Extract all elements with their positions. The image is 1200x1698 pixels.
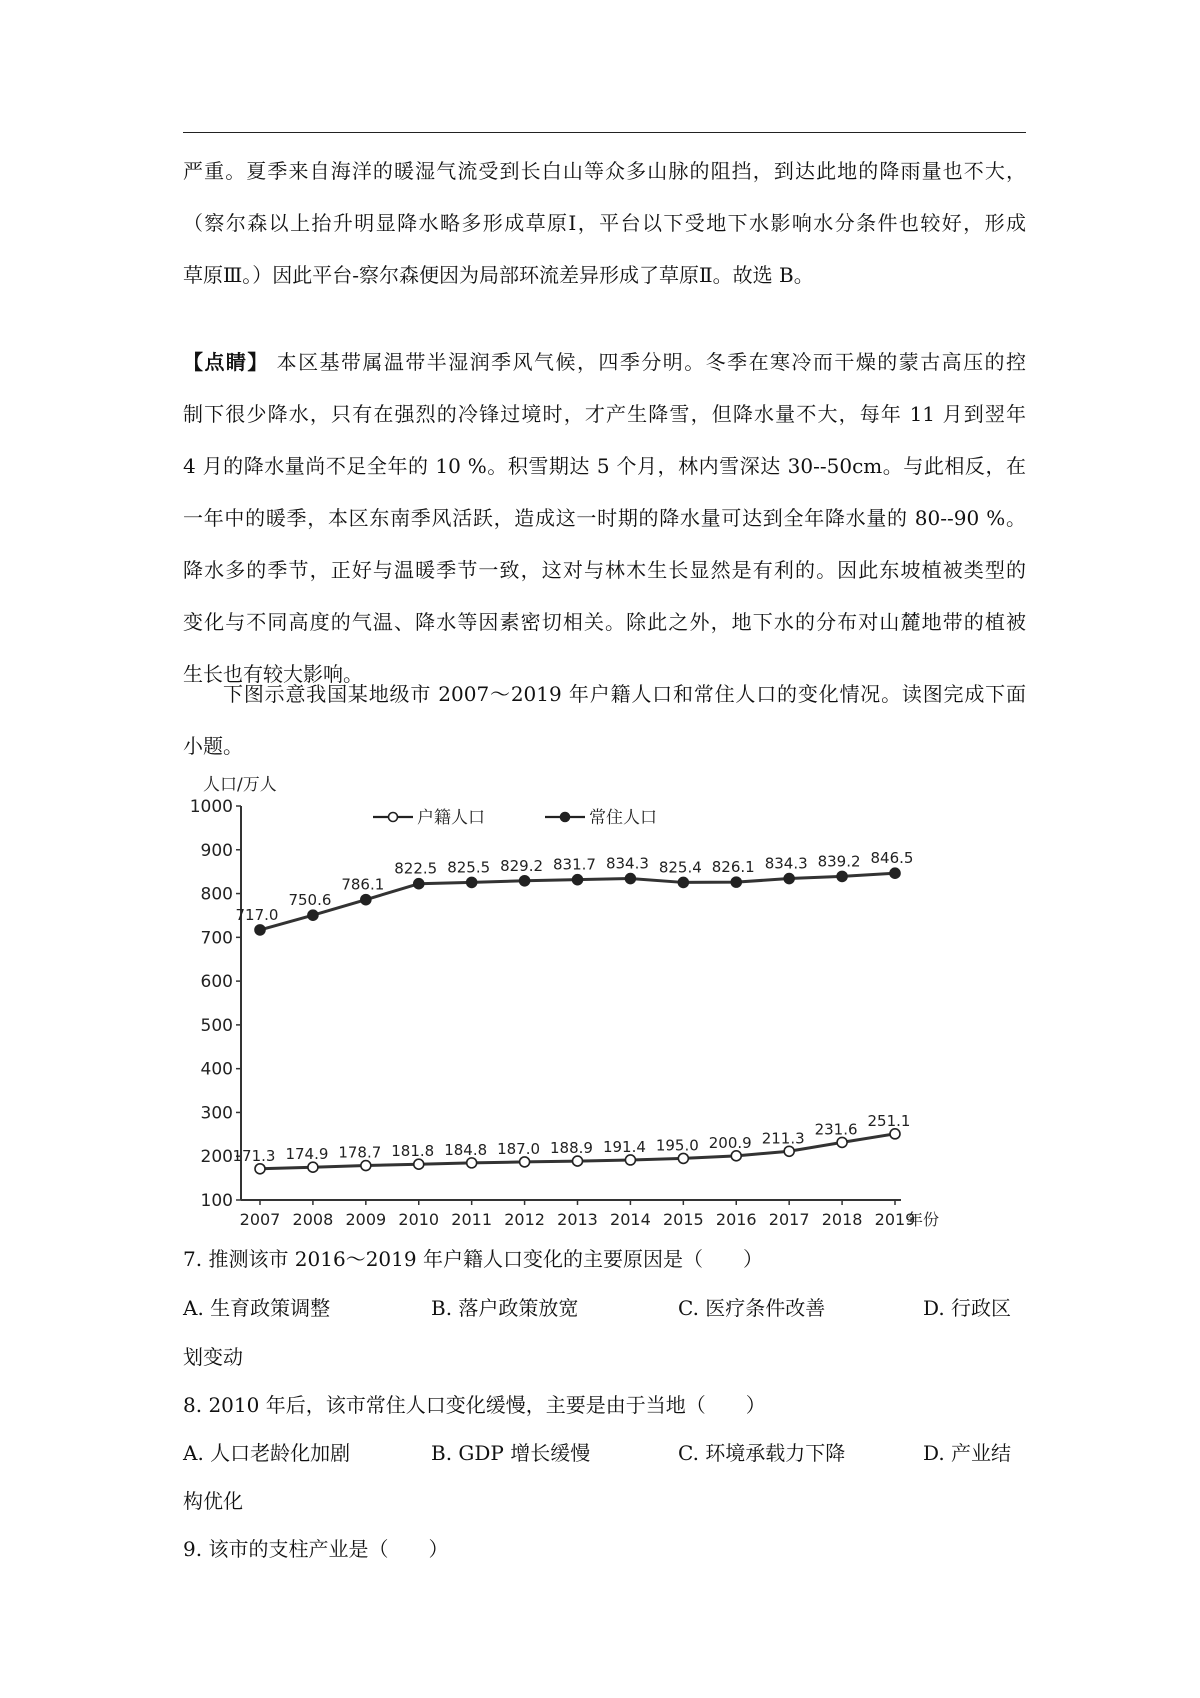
data-label: 231.6 (814, 1120, 858, 1139)
x-tick-label: 2011 (451, 1210, 493, 1229)
x-tick-label: 2014 (610, 1210, 651, 1229)
option-c: C. 医疗条件改善 (678, 1296, 826, 1320)
text-line: 下图示意我国某地级市 2007～2019 年户籍人口和常住人口的变化情况。读图完成下面 (223, 682, 1026, 706)
data-label: 786.1 (341, 875, 385, 894)
data-point-huji (837, 1137, 847, 1147)
text-line: 严重。夏季来自海洋的暖湿气流受到长白山等众多山脉的阻挡，到达此地的降雨量也不大， (183, 159, 1026, 183)
y-tick-label: 100 (200, 1191, 233, 1211)
data-point-changzhu (361, 895, 371, 905)
x-tick-label: 2012 (504, 1210, 545, 1229)
chart-intro (183, 668, 1026, 772)
x-tick-label: 2008 (292, 1210, 334, 1229)
data-label: 846.5 (870, 849, 914, 868)
data-point-changzhu (678, 877, 688, 887)
x-tick-label: 2010 (398, 1210, 440, 1229)
data-point-changzhu (414, 879, 424, 889)
data-label: 834.3 (605, 854, 649, 873)
option-a: A. 生育政策调整 (183, 1296, 331, 1320)
data-point-huji (678, 1153, 688, 1163)
question-8-options (183, 1430, 1026, 1476)
y-tick-label: 200 (200, 1147, 233, 1168)
data-label: 181.8 (391, 1142, 435, 1161)
data-label: 831.7 (553, 855, 596, 874)
text-line: 制下很少降水，只有在强烈的冷锋过境时，才产生降雪，但降水量不大，每年 11 月到翌年 (183, 402, 1026, 426)
x-tick-label: 2017 (768, 1210, 810, 1229)
data-point-huji (467, 1158, 477, 1168)
data-point-huji (573, 1156, 583, 1166)
data-point-changzhu (255, 925, 265, 935)
data-point-changzhu (308, 910, 318, 920)
option-d: D. 产业结 (923, 1441, 1012, 1465)
data-label: 195.0 (655, 1136, 699, 1155)
data-label: 211.3 (761, 1129, 805, 1148)
question-8-stem: 8. 2010 年后，该市常住人口变化缓慢，主要是由于当地（ ） (183, 1393, 766, 1417)
data-label: 839.2 (817, 852, 861, 871)
question-9-stem: 9. 该市的支柱产业是（ ） (183, 1537, 449, 1561)
x-tick-label: 2009 (345, 1210, 387, 1229)
data-point-huji (784, 1146, 794, 1156)
option-a: A. 人口老龄化加剧 (183, 1441, 351, 1465)
question-7-options (183, 1285, 1026, 1331)
question-7-wrap: 划变动 (183, 1345, 243, 1369)
pointing-tag: 【点睛】 (183, 350, 269, 374)
text-line: 变化与不同高度的气温、降水等因素密切相关。除此之外，地下水的分布对山麓地带的植被 (183, 610, 1026, 634)
data-point-changzhu (837, 871, 847, 881)
data-label: 825.4 (658, 858, 702, 877)
data-label: 825.5 (447, 858, 491, 877)
option-b: B. 落户政策放宽 (431, 1296, 579, 1320)
population-line-chart (183, 760, 963, 1230)
legend-label: 常住人口 (589, 808, 657, 828)
data-label: 750.6 (288, 891, 332, 910)
x-axis-title: 年份 (907, 1210, 940, 1229)
data-label: 200.9 (708, 1133, 752, 1152)
text-line: 草原Ⅲ。）因此平台-察尔森便因为局部环流差异形成了草原Ⅱ。故选 B。 (183, 263, 814, 287)
option-d: D. 行政区 (923, 1296, 1012, 1320)
pointing-text: 本区基带属温带半湿润季风气候，四季分明。冬季在寒冷而干燥的蒙古高压的控 (276, 350, 1027, 374)
text-line: 一年中的暖季，本区东南季风活跃，造成这一时期的降水量可达到全年降水量的 80--90 %。 (183, 506, 1026, 530)
data-label: 834.3 (764, 854, 808, 873)
y-tick-label: 1000 (189, 797, 233, 817)
data-point-huji (520, 1157, 530, 1167)
option-c: C. 环境承载力下降 (678, 1441, 846, 1465)
text-line: 降水多的季节，正好与温暖季节一致，这对与林木生长显然是有利的。因此东坡植被类型的 (183, 558, 1026, 582)
y-tick-label: 800 (200, 884, 233, 905)
data-point-huji (890, 1129, 900, 1139)
data-label: 251.1 (867, 1111, 911, 1130)
data-label: 174.9 (285, 1145, 329, 1164)
data-point-changzhu (520, 876, 530, 886)
data-point-huji (255, 1164, 265, 1174)
text-line: 小题。 (183, 734, 243, 758)
y-tick-label: 300 (200, 1103, 233, 1124)
text-line: 生长也有较大影响。 (183, 662, 363, 686)
data-point-changzhu (890, 868, 900, 878)
header-rule (183, 132, 1026, 133)
data-point-huji (731, 1151, 741, 1161)
passage-continuation (183, 145, 1026, 301)
option-b: B. GDP 增长缓慢 (431, 1441, 591, 1465)
y-tick-label: 500 (200, 1015, 233, 1036)
x-tick-label: 2007 (239, 1210, 281, 1229)
y-tick-label: 600 (200, 972, 233, 993)
data-label: 826.1 (711, 858, 755, 877)
text-line (183, 336, 1026, 388)
data-label: 191.4 (602, 1137, 646, 1156)
data-point-huji (308, 1162, 318, 1172)
question-7-stem: 7. 推测该市 2016～2019 年户籍人口变化的主要原因是（ ） (183, 1247, 763, 1271)
pointing-paragraph (183, 336, 1026, 700)
y-tick-label: 900 (200, 840, 233, 861)
y-tick-label: 400 (200, 1059, 233, 1080)
text-line: （察尔森以上抬升明显降水略多形成草原Ⅰ，平台以下受地下水影响水分条件也较好，形成 (183, 211, 1026, 235)
y-axis-title: 人口/万人 (203, 775, 277, 795)
data-label: 184.8 (444, 1140, 488, 1159)
data-point-changzhu (731, 877, 741, 887)
data-label: 178.7 (338, 1143, 382, 1162)
y-tick-label: 700 (200, 928, 233, 949)
legend-marker (561, 813, 570, 822)
legend-label: 户籍人口 (417, 808, 485, 828)
legend-marker (389, 813, 398, 822)
x-tick-label: 2016 (715, 1210, 757, 1229)
data-label: 717.0 (235, 905, 279, 924)
data-point-changzhu (467, 877, 477, 887)
text-line: 4 月的降水量尚不足全年的 10 %。积雪期达 5 个月，林内雪深达 30--50cm。与此相反，在 (183, 454, 1026, 478)
data-point-changzhu (573, 875, 583, 885)
data-label: 822.5 (394, 859, 438, 878)
x-tick-label: 2013 (557, 1210, 598, 1229)
data-point-changzhu (625, 874, 635, 884)
x-tick-label: 2019 (874, 1210, 916, 1229)
data-point-huji (361, 1161, 371, 1171)
data-point-changzhu (784, 874, 794, 884)
data-point-huji (414, 1159, 424, 1169)
data-label: 171.3 (232, 1146, 276, 1165)
data-label: 829.2 (500, 856, 544, 875)
x-tick-label: 2015 (662, 1210, 704, 1229)
x-tick-label: 2018 (821, 1210, 863, 1229)
data-label: 188.9 (550, 1139, 593, 1158)
question-8-wrap: 构优化 (183, 1489, 243, 1513)
data-point-huji (625, 1155, 635, 1165)
data-label: 187.0 (497, 1139, 541, 1158)
